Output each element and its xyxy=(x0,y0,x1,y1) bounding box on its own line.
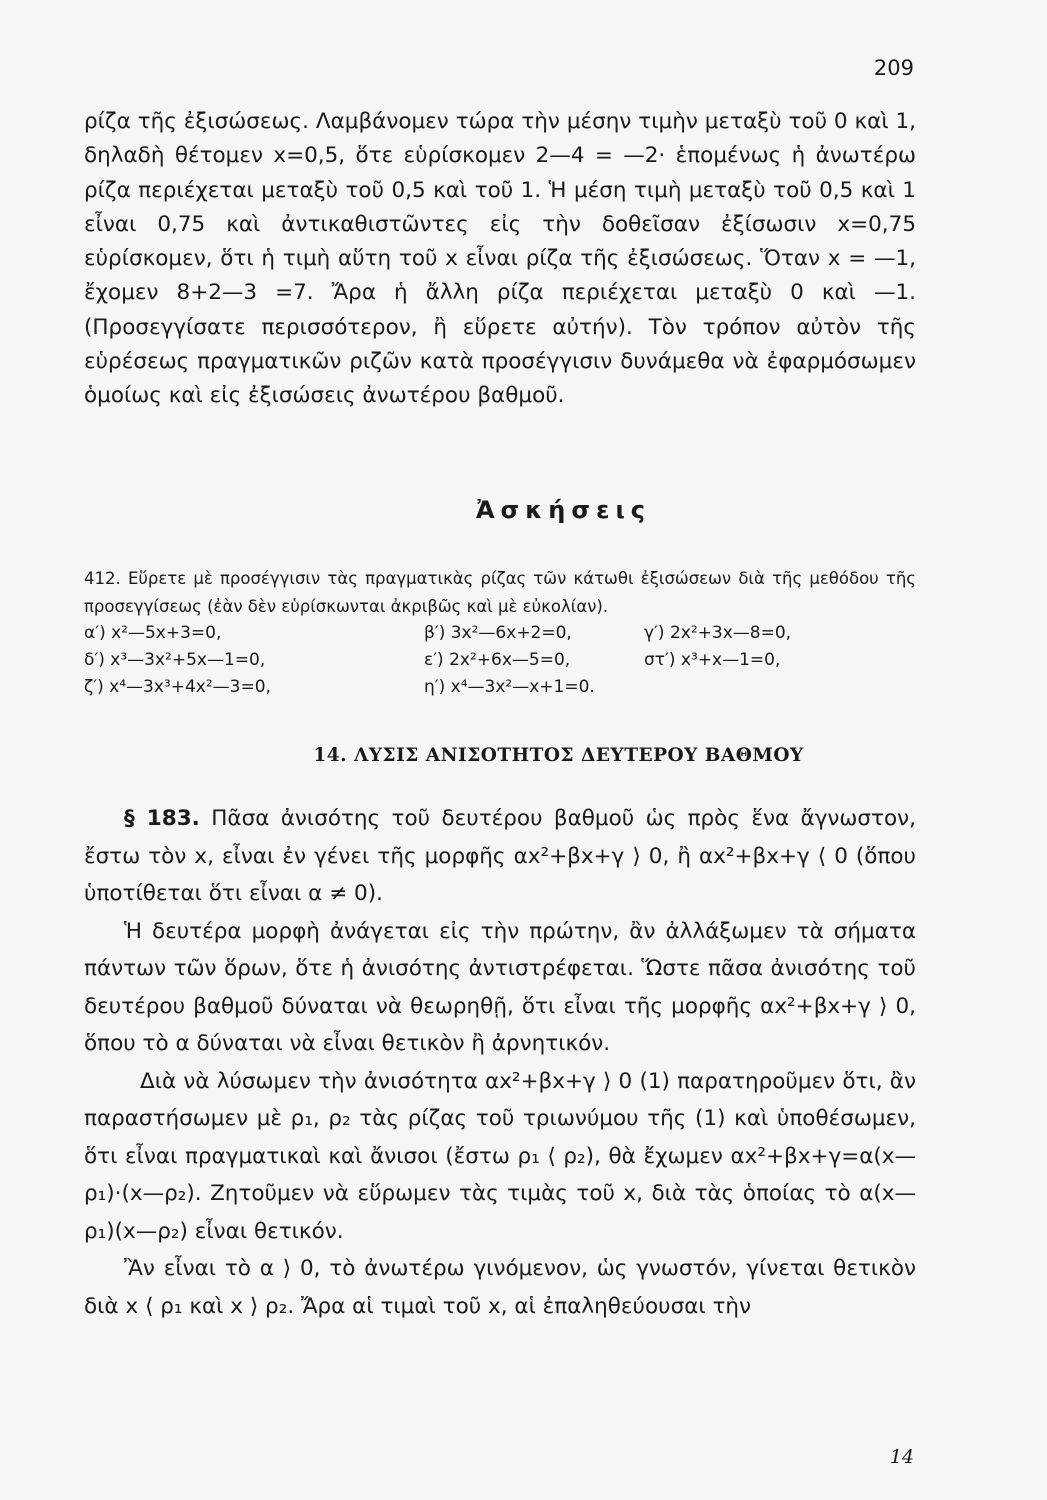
section-body xyxy=(84,800,916,1325)
section-paragraph: Ἡ δευτέρα μορφὴ ἀνάγεται εἰς τὴν πρώτην, ἂν ἀλλάξωμεν τὰ σήματα πάντων τῶν ὅρων, ὅτε ἡ ἀνισότης ἀντιστρέφεται. Ὥστε πᾶσα ἀνισότης τοῦ δευτέρου βαθμοῦ δύναται νὰ θεωρηθῇ, ὅτι εἶναι τῆς μορφῆς αx²+βx+γ ⟩ 0, ὅπου τὸ α δύναται νὰ εἶναι θετικὸν ἢ ἀρνητικόν. xyxy=(84,918,916,1056)
section-paragraph: Διὰ νὰ λύσωμεν τὴν ἀνισότητα αx²+βx+γ ⟩ 0 (1) παρατηροῦμεν ὅτι, ἂν παραστήσωμεν μὲ ρ₁, ρ₂ τὰς ρίζας τοῦ τριωνύμου τῆς (1) καὶ ὑποθέσωμεν, ὅτι εἶναι πραγματικαὶ καὶ ἄνισοι (ἔστω ρ₁ ⟨ ρ₂), θὰ ἔχωμεν αx²+βx+γ=α(x—ρ₁)·(x—ρ₂). Ζητοῦμεν νὰ εὕρωμεν τὰς τιμὰς τοῦ x, διὰ τὰς ὁποίας τὸ α(x—ρ₁)(x—ρ₂) εἶναι θετικόν. xyxy=(84,1068,916,1244)
equation-row xyxy=(84,674,916,701)
equation: δ′) x³—3x²+5x—1=0, xyxy=(84,650,266,670)
section-number: § 183. xyxy=(124,806,200,831)
page-number: 209 xyxy=(873,56,914,80)
section-paragraph-text: Πᾶσα ἀνισότης τοῦ δευτέρου βαθμοῦ ὡς πρὸς ἕνα ἄγνωστον, ἔστω τὸν x, εἶναι ἐν γένει τῆς μορφῆς αx²+βx+γ ⟩ 0, ἢ αx²+βx+γ ⟨ 0 (ὅπου ὑποτίθεται ὅτι εἶναι α ≠ 0). xyxy=(84,806,916,906)
exercise-equations xyxy=(84,620,916,701)
exercise-412-text: 412. Εὕρετε μὲ προσέγγισιν τὰς πραγματικὰς ρίζας τῶν κάτωθι ἐξισώσεων διὰ τῆς μεθόδου τῆς προσεγγίσεως (ἐὰν δὲν εὑρίσκωνται ἀκριβῶς καὶ μὲ εὐκολίαν). xyxy=(84,569,916,616)
equation-row xyxy=(84,620,916,647)
section-heading: 14. ΛΥΣΙΣ ΑΝΙΣΟΤΗΤΟΣ ΔΕΥΤΕΡΟΥ ΒΑΘΜΟΥ xyxy=(313,745,804,766)
equation: α′) x²—5x+3=0, xyxy=(84,623,222,643)
exercises-title: Ἀσκήσεις xyxy=(475,496,652,524)
section-paragraph: Ἂν εἶναι τὸ α ⟩ 0, τὸ ἀνωτέρω γινόμενον, ὡς γνωστόν, γίνεται θετικὸν διὰ x ⟨ ρ₁ καὶ x ⟩ ρ₂. Ἄρα αἱ τιμαὶ τοῦ x, αἱ ἐπαληθεύουσαι τὴν xyxy=(84,1256,916,1319)
equation: ε′) 2x²+6x—5=0, xyxy=(424,650,571,670)
equation: γ′) 2x²+3x—8=0, xyxy=(644,623,792,643)
equation: στ′) x³+x—1=0, xyxy=(644,650,781,670)
equation: η′) x⁴—3x²—x+1=0. xyxy=(424,677,595,697)
exercise-instruction xyxy=(84,565,916,621)
signature-mark: 14 xyxy=(889,1446,914,1468)
equation: β′) 3x²—6x+2=0, xyxy=(424,623,572,643)
equation: ζ′) x⁴—3x³+4x²—3=0, xyxy=(84,677,271,697)
intro-text xyxy=(84,105,916,414)
equation-row xyxy=(84,647,916,674)
section-paragraph xyxy=(84,800,916,913)
intro-paragraph: ρίζα τῆς ἐξισώσεως. Λαμβάνομεν τώρα τὴν μέσην τιμὴν μεταξὺ τοῦ 0 καὶ 1, δηλαδὴ θέτομεν x=0,5, ὅτε εὑρίσκομεν 2—4 = —2· ἑπομένως ἡ ἀνωτέρω ρίζα περιέχεται μεταξὺ τοῦ 0,5 καὶ τοῦ 1. Ἡ μέση τιμὴ μεταξὺ τοῦ 0,5 καὶ 1 εἶναι 0,75 καὶ ἀντικαθιστῶντες εἰς τὴν δοθεῖσαν ἐξίσωσιν x=0,75 εὑρίσκομεν, ὅτι ἡ τιμὴ αὕτη τοῦ x εἶναι ρίζα τῆς ἐξισώσεως. Ὅταν x = —1, ἔχομεν 8+2—3 =7. Ἄρα ἡ ἄλλη ρίζα περιέχεται μεταξὺ 0 καὶ —1. (Προσεγγίσατε περισσότερον, ἢ εὕρετε αὐτήν). Τὸν τρόπον αὐτὸν τῆς εὑρέσεως πραγματικῶν ριζῶν κατὰ προσέγγισιν δυνάμεθα νὰ ἐφαρμόσωμεν ὁμοίως καὶ εἰς ἐξισώσεις ἀνωτέρου βαθμοῦ. xyxy=(84,109,916,409)
